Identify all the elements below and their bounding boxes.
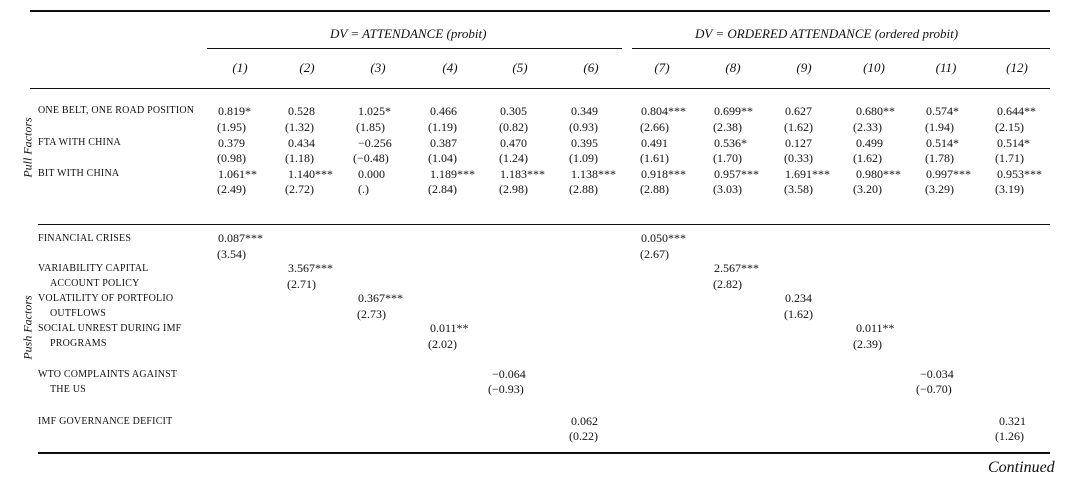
- tstat-cell: (1.09): [569, 151, 598, 165]
- tstat-cell: (1.62): [784, 307, 813, 321]
- row-label-wto-complaints-cont: THE US: [50, 384, 86, 395]
- row-label-financial-crises: FINANCIAL CRISES: [38, 233, 132, 244]
- coef-cell: 1.183***: [500, 167, 545, 181]
- tstat-cell: (3.03): [713, 182, 742, 196]
- column-header: (12): [1006, 60, 1028, 75]
- tstat-cell: (0.33): [784, 151, 813, 165]
- tstat-cell: (0.22): [569, 429, 598, 443]
- tstat-cell: (2.82): [713, 277, 742, 291]
- tstat-cell: (1.32): [285, 120, 314, 134]
- tstat-cell: (2.73): [357, 307, 386, 321]
- column-header: (11): [935, 60, 957, 75]
- coef-cell: −0.034: [920, 367, 954, 381]
- coef-cell: 0.000: [358, 167, 385, 181]
- tstat-cell: (1.04): [428, 151, 457, 165]
- tstat-cell: (1.19): [428, 120, 457, 134]
- header-bottom-rule: [30, 88, 1050, 89]
- row-label-bit: BIT WITH CHINA: [38, 168, 120, 179]
- column-header: (1): [232, 60, 248, 75]
- column-header: (9): [796, 60, 812, 75]
- tstat-cell: (2.84): [428, 182, 457, 196]
- coef-cell: 0.491: [641, 136, 668, 150]
- tstat-cell: (2.49): [217, 182, 246, 196]
- tstat-cell: (−0.48): [353, 151, 389, 165]
- coef-cell: 0.434: [288, 136, 315, 150]
- tstat-cell: (1.62): [853, 151, 882, 165]
- coef-cell: 0.499: [856, 136, 883, 150]
- tstat-cell: (1.71): [995, 151, 1024, 165]
- table-bottom-rule: [38, 452, 1050, 454]
- coef-cell: 0.011**: [856, 321, 895, 335]
- tstat-cell: (3.20): [853, 182, 882, 196]
- coef-cell: 0.087***: [218, 231, 263, 245]
- tstat-cell: (2.71): [287, 277, 316, 291]
- tstat-cell: (0.82): [499, 120, 528, 134]
- pull-bottom-rule: [38, 224, 1050, 225]
- coef-cell: 0.349: [571, 104, 598, 118]
- coef-cell: 0.011**: [430, 321, 469, 335]
- tstat-cell: (3.19): [995, 182, 1024, 196]
- tstat-cell: (.): [358, 182, 369, 196]
- coef-cell: 0.980***: [856, 167, 901, 181]
- coef-cell: 0.536*: [714, 136, 747, 150]
- top-rule: [30, 10, 1050, 12]
- coef-cell: 0.470: [500, 136, 527, 150]
- coef-cell: 0.627: [785, 104, 812, 118]
- coef-cell: 0.379: [218, 136, 245, 150]
- dv-ordered-attendance-header: DV = ORDERED ATTENDANCE (ordered probit): [695, 26, 959, 41]
- coef-cell: 2.567***: [714, 261, 759, 275]
- coef-cell: 0.918***: [641, 167, 686, 181]
- coef-cell: 0.528: [288, 104, 315, 118]
- push-factors-label: Push Factors: [20, 295, 35, 360]
- coef-cell: 0.953***: [997, 167, 1042, 181]
- ordered-probit-underline: [632, 48, 1050, 49]
- coef-cell: 0.699**: [714, 104, 753, 118]
- row-label-wto-complaints: WTO COMPLAINTS AGAINST: [38, 369, 178, 380]
- coef-cell: 0.367***: [358, 291, 403, 305]
- coef-cell: 1.691***: [785, 167, 830, 181]
- coef-cell: 0.234: [785, 291, 812, 305]
- tstat-cell: (2.88): [569, 182, 598, 196]
- tstat-cell: (1.85): [356, 120, 385, 134]
- tstat-cell: (0.98): [217, 151, 246, 165]
- tstat-cell: (2.98): [499, 182, 528, 196]
- tstat-cell: (2.02): [428, 337, 457, 351]
- coef-cell: −0.064: [492, 367, 526, 381]
- tstat-cell: (2.39): [853, 337, 882, 351]
- tstat-cell: (0.93): [569, 120, 598, 134]
- tstat-cell: (1.95): [217, 120, 246, 134]
- tstat-cell: (2.88): [640, 182, 669, 196]
- coef-cell: 0.680**: [856, 104, 895, 118]
- tstat-cell: (2.67): [640, 247, 669, 261]
- tstat-cell: (1.18): [285, 151, 314, 165]
- column-header: (3): [370, 60, 386, 75]
- tstat-cell: (1.61): [640, 151, 669, 165]
- coef-cell: −0.256: [358, 136, 392, 150]
- tstat-cell: (−0.93): [488, 382, 524, 396]
- row-label-obor: ONE BELT, ONE ROAD POSITION: [38, 105, 195, 116]
- column-header: (2): [299, 60, 315, 75]
- coef-cell: 1.138***: [571, 167, 616, 181]
- column-header: (5): [512, 60, 528, 75]
- coef-cell: 3.567***: [288, 261, 333, 275]
- column-header: (6): [583, 60, 599, 75]
- tstat-cell: (3.29): [925, 182, 954, 196]
- coef-cell: 0.514*: [926, 136, 959, 150]
- column-header: (8): [725, 60, 741, 75]
- tstat-cell: (1.24): [499, 151, 528, 165]
- coef-cell: 1.061**: [218, 167, 257, 181]
- row-label-social-unrest-cont: PROGRAMS: [50, 338, 107, 349]
- tstat-cell: (3.58): [784, 182, 813, 196]
- tstat-cell: (−0.70): [916, 382, 952, 396]
- coef-cell: 0.957***: [714, 167, 759, 181]
- coef-cell: 0.514*: [997, 136, 1030, 150]
- tstat-cell: (1.62): [784, 120, 813, 134]
- coef-cell: 1.025*: [358, 104, 391, 118]
- tstat-cell: (3.54): [217, 247, 246, 261]
- coef-cell: 0.050***: [641, 231, 686, 245]
- row-label-variability-capital: VARIABILITY CAPITAL: [38, 263, 149, 274]
- column-header: (10): [863, 60, 885, 75]
- tstat-cell: (2.38): [713, 120, 742, 134]
- coef-cell: 0.305: [500, 104, 527, 118]
- row-label-imf-governance: IMF GOVERNANCE DEFICIT: [38, 416, 173, 427]
- pull-factors-label: Pull Factors: [20, 117, 35, 178]
- row-label-volatility-portfolio-cont: OUTFLOWS: [50, 308, 107, 319]
- row-label-variability-capital-cont: ACCOUNT POLICY: [50, 278, 140, 289]
- row-label-social-unrest: SOCIAL UNREST DURING IMF: [38, 323, 182, 334]
- tstat-cell: (2.33): [853, 120, 882, 134]
- coef-cell: 0.395: [571, 136, 598, 150]
- tstat-cell: (1.78): [925, 151, 954, 165]
- dv-attendance-header: DV = ATTENDANCE (probit): [330, 26, 487, 41]
- coef-cell: 0.127: [785, 136, 812, 150]
- coef-cell: 0.997***: [926, 167, 971, 181]
- coef-cell: 0.574*: [926, 104, 959, 118]
- tstat-cell: (2.15): [995, 120, 1024, 134]
- column-header: (7): [654, 60, 670, 75]
- tstat-cell: (1.26): [995, 429, 1024, 443]
- coef-cell: 0.062: [571, 414, 598, 428]
- column-header: (4): [442, 60, 458, 75]
- coef-cell: 0.804***: [641, 104, 686, 118]
- probit-underline: [207, 48, 622, 49]
- coef-cell: 0.466: [430, 104, 457, 118]
- coef-cell: 1.140***: [288, 167, 333, 181]
- coef-cell: 0.644**: [997, 104, 1036, 118]
- continued-label: Continued: [988, 459, 1055, 476]
- tstat-cell: (1.94): [925, 120, 954, 134]
- tstat-cell: (1.70): [713, 151, 742, 165]
- row-label-fta: FTA WITH CHINA: [38, 137, 121, 148]
- coef-cell: 1.189***: [430, 167, 475, 181]
- coef-cell: 0.321: [999, 414, 1026, 428]
- tstat-cell: (2.66): [640, 120, 669, 134]
- coef-cell: 0.819*: [218, 104, 251, 118]
- row-label-volatility-portfolio: VOLATILITY OF PORTFOLIO: [38, 293, 174, 304]
- coef-cell: 0.387: [430, 136, 457, 150]
- tstat-cell: (2.72): [285, 182, 314, 196]
